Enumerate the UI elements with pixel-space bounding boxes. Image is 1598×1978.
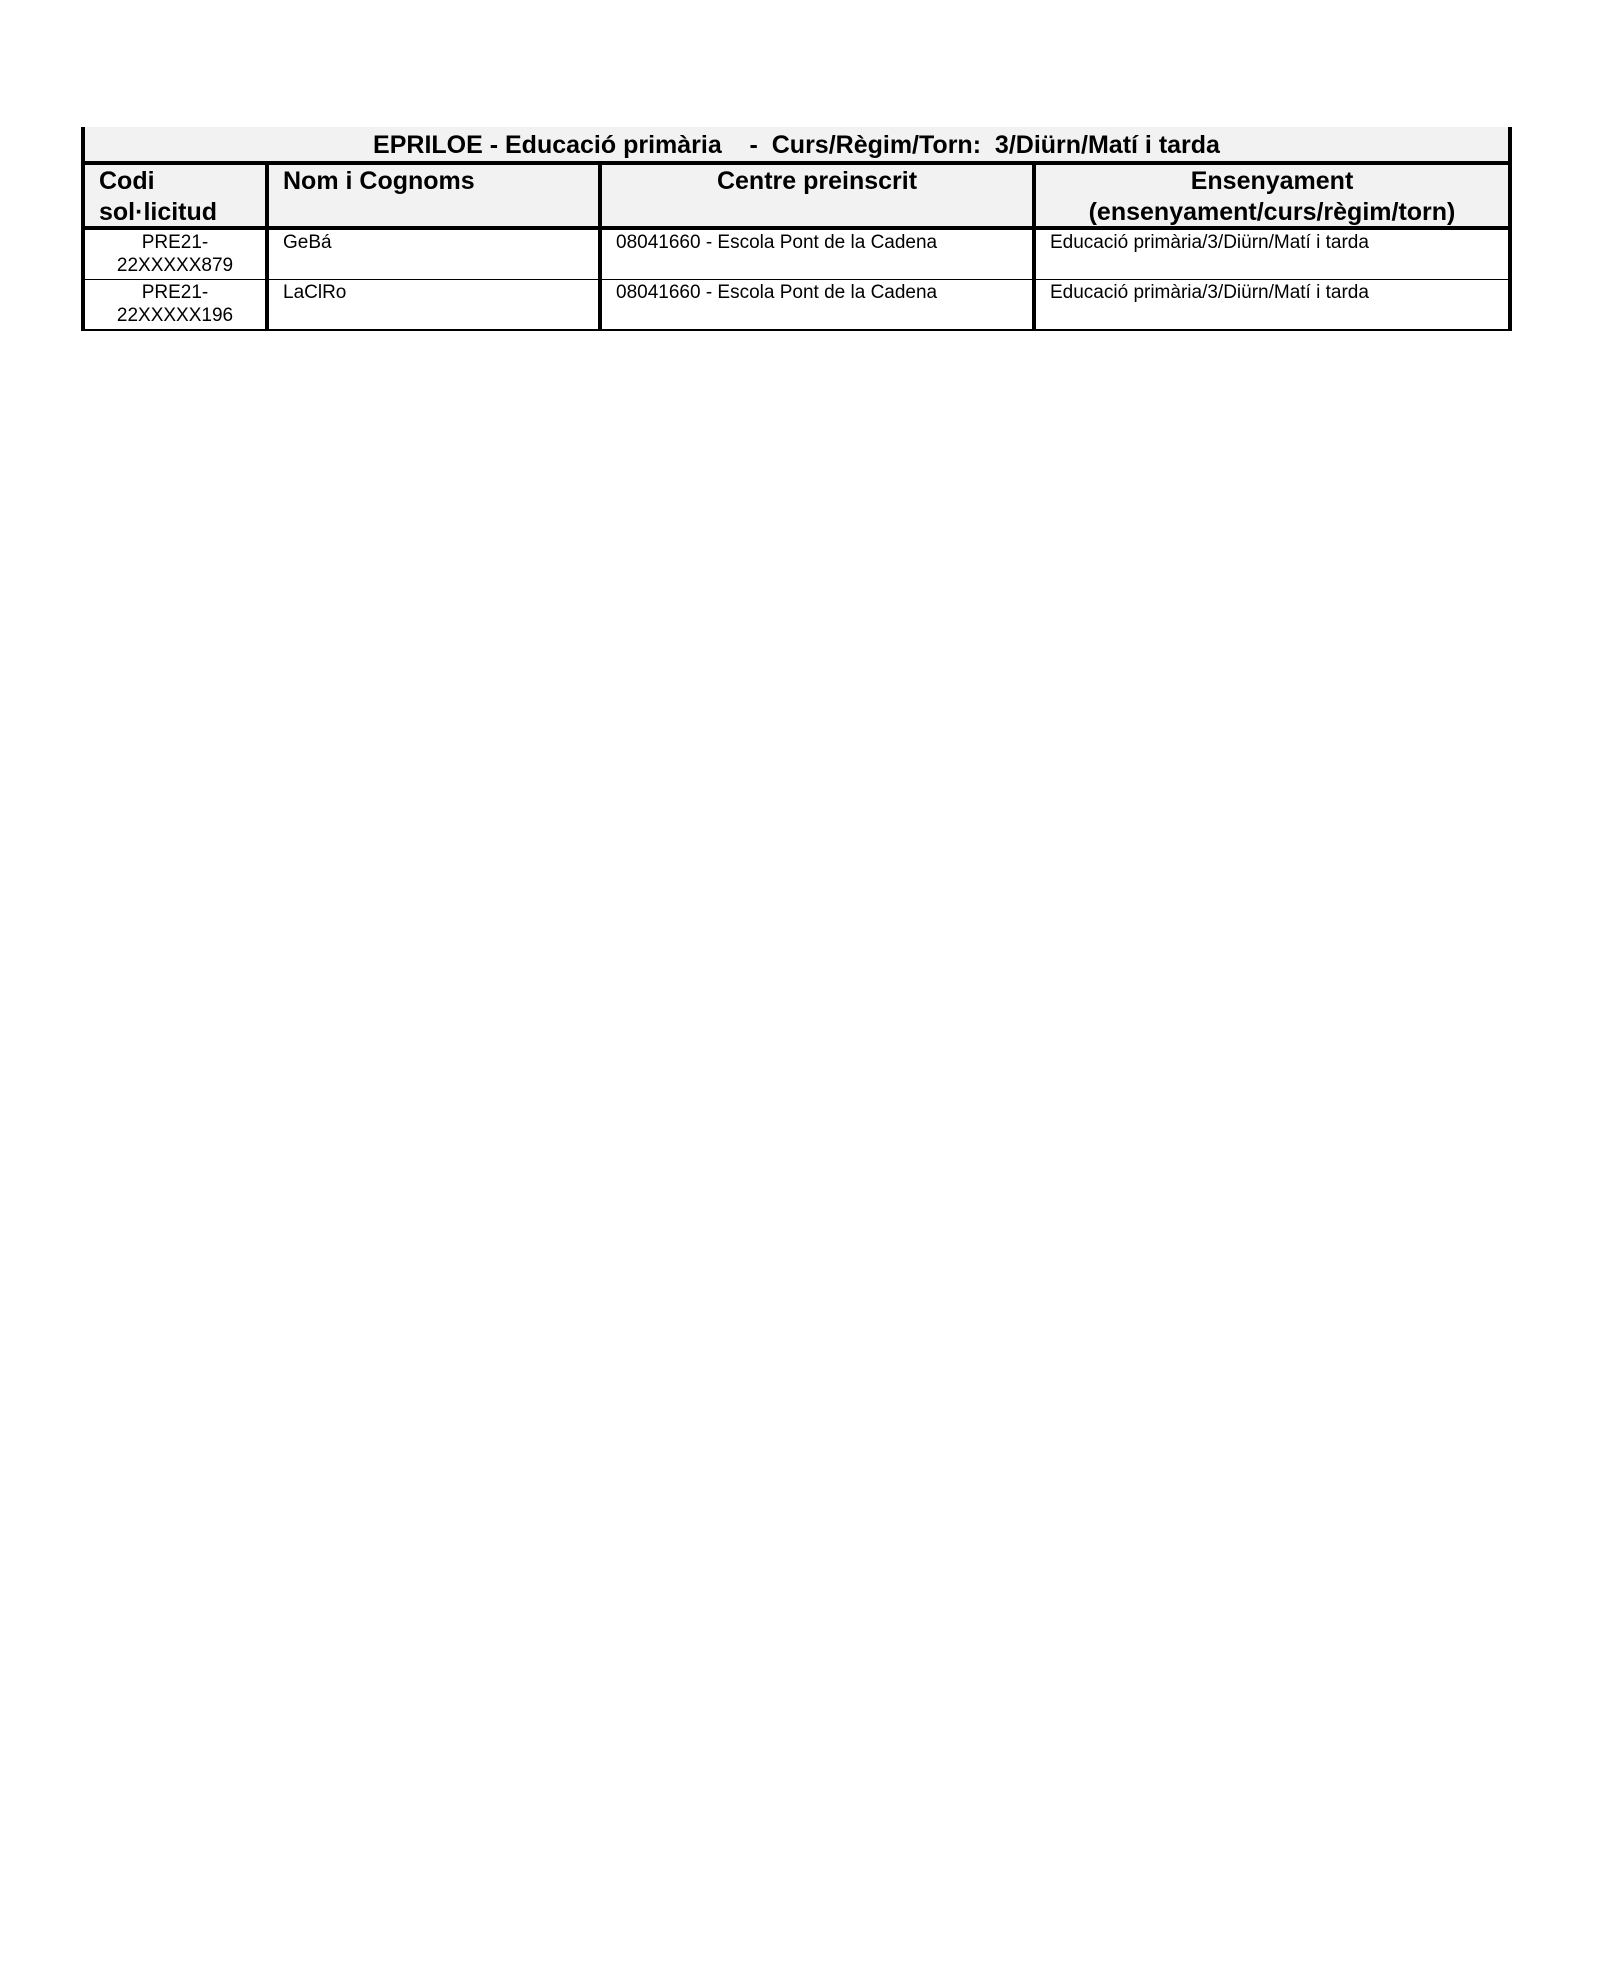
row-code <box>85 230 269 279</box>
row-code-line2: 22XXXXX196 <box>116 305 234 326</box>
header-name: Nom i Cognoms <box>269 165 602 226</box>
row-centre: 08041660 - Escola Pont de la Cadena <box>602 280 1036 329</box>
header-teaching <box>1036 165 1508 226</box>
row-teaching: Educació primària/3/Diürn/Matí i tarda <box>1050 232 1369 253</box>
row-teaching: Educació primària/3/Diürn/Matí i tarda <box>1050 282 1369 303</box>
row-code-line1: PRE21- <box>141 232 209 253</box>
row-code-line1: PRE21- <box>141 282 209 303</box>
applications-table <box>81 127 1512 331</box>
row-code <box>85 280 269 329</box>
header-teaching-line1: Ensenyament <box>1190 167 1354 195</box>
header-code <box>85 165 269 226</box>
header-row <box>85 165 1508 230</box>
header-teaching-line2: (ensenyament/curs/règim/torn) <box>1088 198 1456 226</box>
row-name: LaClRo <box>269 280 602 329</box>
header-centre: Centre preinscrit <box>602 165 1036 226</box>
table-row <box>85 279 1508 329</box>
row-name: GeBá <box>269 230 602 279</box>
header-code-line2: sol·licitud <box>99 198 218 226</box>
table-row <box>85 230 1508 279</box>
row-centre: 08041660 - Escola Pont de la Cadena <box>602 230 1036 279</box>
row-code-line2: 22XXXXX879 <box>116 255 234 276</box>
table-title: EPRILOE - Educació primària - Curs/Règim/Torn: 3/Diürn/Matí i tarda <box>85 127 1508 165</box>
header-code-line1: Codi <box>99 167 155 195</box>
